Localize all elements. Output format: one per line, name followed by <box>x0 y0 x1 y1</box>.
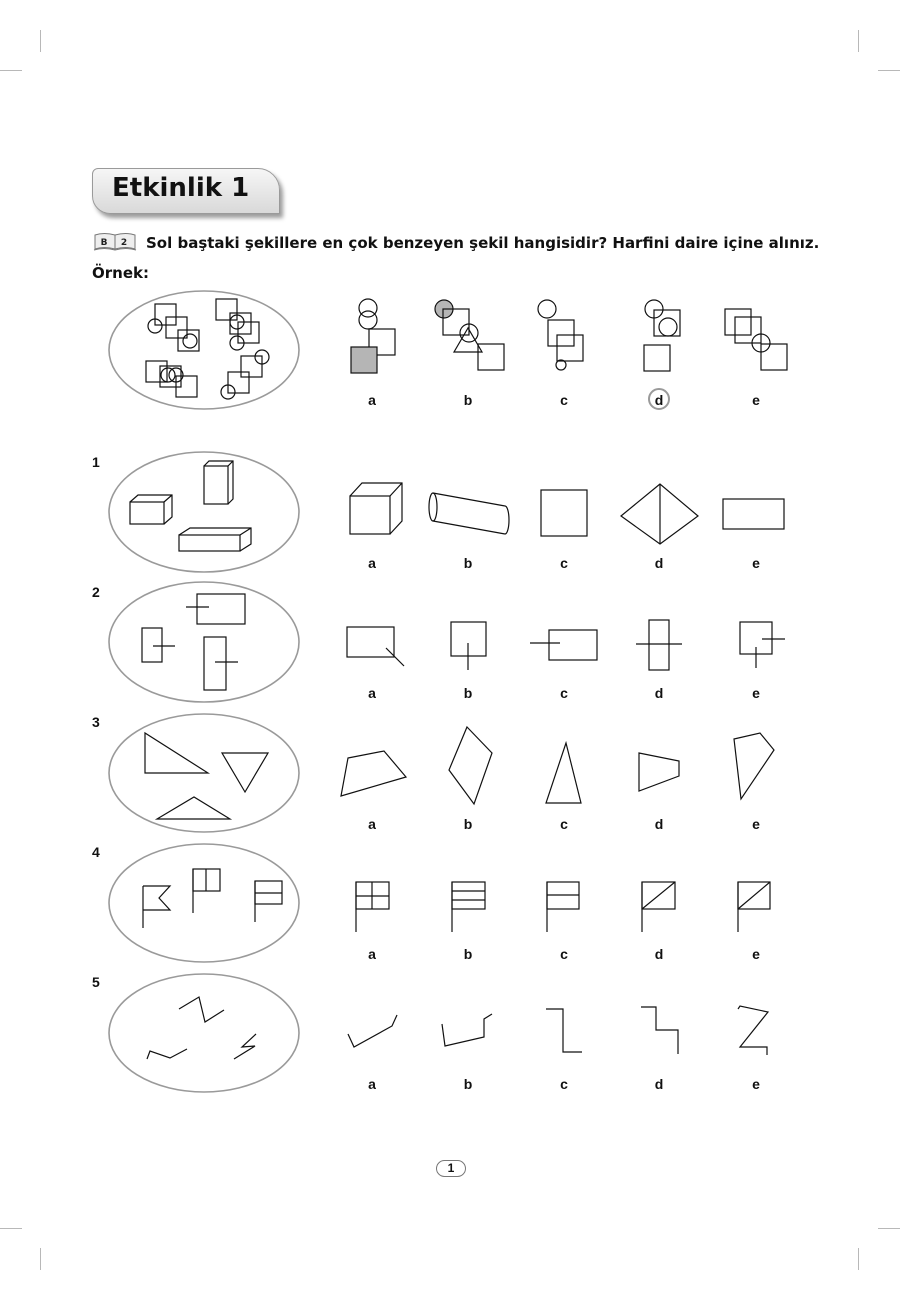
option-label[interactable]: a <box>368 555 376 571</box>
question-5-option-b-shape <box>442 1014 492 1046</box>
option-label[interactable]: d <box>654 685 664 701</box>
question-4-option-a-shape <box>356 882 389 932</box>
page-number: 1 <box>436 1160 466 1177</box>
question-3-option-c-shape <box>546 743 581 803</box>
option-label[interactable]: b <box>463 816 473 832</box>
book-code-letter: B <box>100 238 108 248</box>
example-reference-shapes <box>146 299 269 399</box>
option-label[interactable]: c <box>560 555 568 571</box>
question-1-option-b-shape <box>429 493 509 534</box>
option-label[interactable]: c <box>560 1076 568 1092</box>
example-option-b-shape <box>435 300 504 370</box>
option-label[interactable]: c <box>560 816 568 832</box>
question-4-reference-ellipse <box>109 844 299 962</box>
option-label[interactable]: b <box>463 1076 473 1092</box>
example-option-c-shape <box>538 300 583 370</box>
option-label[interactable]: b <box>463 946 473 962</box>
question-4-option-e-shape <box>738 882 770 932</box>
option-label[interactable]: d <box>654 555 664 571</box>
question-4-option-d-shape <box>642 882 675 932</box>
question-1-reference-shapes <box>130 461 251 551</box>
example-reference-ellipse <box>109 291 299 409</box>
question-1-option-d-shape <box>621 484 698 544</box>
question-number: 4 <box>92 844 100 860</box>
question-2-option-c-shape <box>530 630 597 660</box>
example-option-label[interactable]: b <box>463 392 473 408</box>
question-4-option-b-shape <box>452 882 485 932</box>
option-label[interactable]: d <box>654 946 664 962</box>
option-label[interactable]: a <box>368 946 376 962</box>
option-label[interactable]: e <box>752 1076 760 1092</box>
question-3-option-b-shape <box>449 727 492 804</box>
option-label[interactable]: d <box>654 816 664 832</box>
question-1-option-c-shape <box>541 490 587 536</box>
question-4-option-c-shape <box>547 882 579 932</box>
example-option-d-shape <box>644 300 680 371</box>
option-label[interactable]: a <box>368 816 376 832</box>
question-2-reference-shapes <box>142 594 245 690</box>
example-option-a-shape <box>351 299 395 373</box>
question-5-option-c-shape <box>546 1009 582 1052</box>
example-option-label[interactable]: c <box>560 392 568 408</box>
question-1-option-a-shape <box>350 483 402 534</box>
option-label[interactable]: c <box>560 685 568 701</box>
instruction-text: Sol baştaki şekillere en çok benzeyen şekil hangisidir? Harfini daire içine alınız. <box>146 234 820 252</box>
example-option-label[interactable]: d <box>654 392 664 408</box>
question-2-option-b-shape <box>451 622 486 670</box>
option-label[interactable]: a <box>368 1076 376 1092</box>
question-3-reference-shapes <box>145 733 268 819</box>
example-label: Örnek: <box>92 264 149 282</box>
option-label[interactable]: d <box>654 1076 664 1092</box>
book-code-number: 2 <box>120 238 128 248</box>
question-3-option-a-shape <box>341 751 406 796</box>
question-3-option-d-shape <box>639 753 679 791</box>
question-5-reference-shapes <box>147 997 256 1059</box>
question-5-option-a-shape <box>348 1015 397 1047</box>
question-2-option-e-shape <box>740 622 785 668</box>
question-2-option-d-shape <box>636 620 682 670</box>
question-4-reference-shapes <box>143 869 282 928</box>
option-label[interactable]: b <box>463 555 473 571</box>
question-number: 2 <box>92 584 100 600</box>
option-label[interactable]: e <box>752 946 760 962</box>
option-label[interactable]: e <box>752 555 760 571</box>
option-label[interactable]: c <box>560 946 568 962</box>
question-number: 3 <box>92 714 100 730</box>
question-3-option-e-shape <box>734 733 774 799</box>
question-number: 1 <box>92 454 100 470</box>
option-label[interactable]: b <box>463 685 473 701</box>
option-label[interactable]: e <box>752 685 760 701</box>
option-label[interactable]: e <box>752 816 760 832</box>
example-option-label[interactable]: e <box>752 392 760 408</box>
question-5-reference-ellipse <box>109 974 299 1092</box>
example-option-e-shape <box>725 309 787 370</box>
question-5-option-e-shape <box>738 1006 768 1055</box>
question-1-option-e-shape <box>723 499 784 529</box>
question-2-option-a-shape <box>347 627 404 666</box>
activity-title: Etkinlik 1 <box>112 173 250 203</box>
example-option-label[interactable]: a <box>368 392 376 408</box>
question-number: 5 <box>92 974 100 990</box>
option-label[interactable]: a <box>368 685 376 701</box>
question-5-option-d-shape <box>641 1007 678 1054</box>
